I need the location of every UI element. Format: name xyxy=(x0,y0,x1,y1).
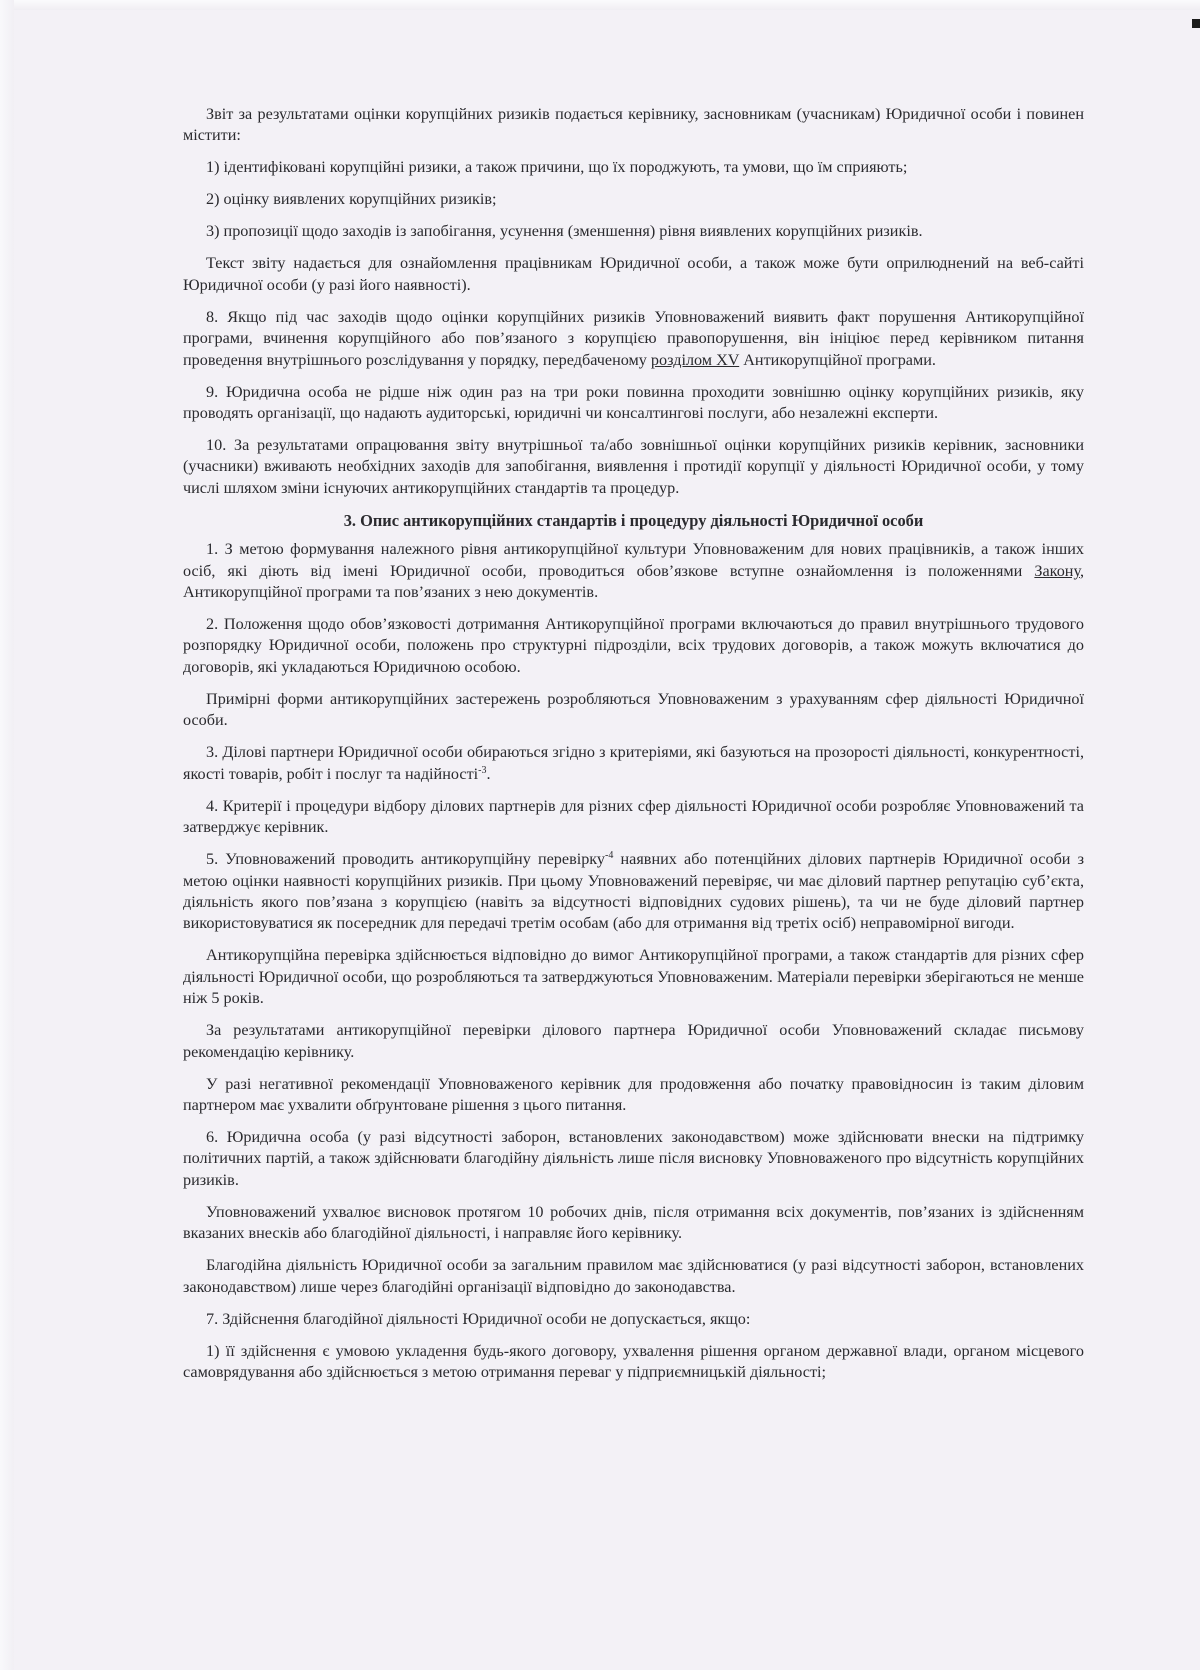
paragraph-negative-recommendation: У разі негативної рекомендації Уповноваженого керівник для продовження або початку правовідносин із таким діловим партнером має ухвалити обґрунтоване рішення з цього питання. xyxy=(183,1074,1084,1114)
paragraph-charity-rule: Благодійна діяльність Юридичної особи за загальним правилом має здійснюватися (у разі відсутності заборон, встановлених законодавством) лише через благодійні організації відповідно до законодавства. xyxy=(183,1256,1084,1296)
paragraph-conclusion-term: Уповноважений ухвалює висновок протягом 10 робочих днів, після отримання всіх документів, пов’язаних із здійсненням вказаних внесків або благодійної діяльності, і направляє його керівнику. xyxy=(183,1202,1084,1243)
paragraph-check-recommendation: За результатами антикорупційної перевірки ділового партнера Юридичної особи Уповноважений складає письмову рекомендацію керівнику. xyxy=(183,1021,1084,1061)
list-item-risk-assessment: 2) оцінку виявлених корупційних ризиків; xyxy=(206,190,497,209)
list-item-proposals: 3) пропозиції щодо заходів із запобігання, усунення (зменшення) рівня виявлених корупційних ризиків. xyxy=(206,222,923,241)
paragraph-section3-item-5-text-end: наявних або потенційних ділових партнерів Юридичної особи з метою оцінки наявності корупційних ризиків. При цьому Уповноважений перевіряє, чи має діловий партнер репутацію суб’єкта, діяльність якого пов’язана з корупцією (навіть за відсутності відповідних судових рішень), та чи не буде діловий партнер використовуватися як посередник для передачі третім особам (або для отримання від третіх осіб) неправомірної вигоди. xyxy=(183,850,1084,933)
paragraph-item-9: 9. Юридична особа не рідше ніж один раз на три роки повинна проходити зовнішню оцінку корупційних ризиків, яку проводять організації, що надають аудиторські, юридичні чи консалтингові послуги, або незалежні експерти. xyxy=(183,382,1084,423)
paragraph-section3-item-4: 4. Критерії і процедури відбору ділових партнерів для різних сфер діяльності Юридичної особи розробляє Уповноважений та затверджує керівник. xyxy=(183,796,1084,837)
section-heading: 3. Опис антикорупційних стандартів і процедуру діяльності Юридичної особи xyxy=(343,510,924,530)
law-link[interactable]: Закону xyxy=(1034,561,1080,580)
paragraph-item-10: 10. За результатами опрацювання звіту внутрішньої та/або зовнішньої оцінки корупційних ризиків керівник, засновники (учасники) вживають необхідних заходів для запобігання, виявлення і протидії корупції у діяльності Юридичної особи, у тому числі шляхом зміни існуючих антикорупційних стандартів та процедур. xyxy=(183,436,1084,497)
paragraph-section3-item-3-text-end: . xyxy=(486,764,491,783)
scan-edge-top xyxy=(0,0,1200,10)
paragraph-section3-item-2: 2. Положення щодо обов’язковості дотримання Антикорупційної програми включаються до правил внутрішнього трудового розпорядку Юридичної особи, положень про структурні підрозділи, всіх трудових договорів, а також можуть включатися до договорів, які укладаються Юридичною особою. xyxy=(183,615,1084,676)
document-body xyxy=(183,104,1084,1394)
paragraph-section3-item-1-text: 1. З метою формування належного рівня антикорупційної культури Уповноваженим для нових працівників, а також інших осіб, які діють від імені Юридичної особи, проводиться обов’язкове вступне ознайомлення із положеннями xyxy=(183,540,1084,580)
paragraph-section3-item-5 xyxy=(183,849,1084,935)
paragraph-section3-item-3 xyxy=(183,742,1084,785)
paragraph-section3-item-5-text: 5. Уповноважений проводить антикорупційну перевірку xyxy=(206,850,606,869)
paragraph-section3-item-6: 6. Юридична особа (у разі відсутності заборон, встановлених законодавством) може здійснювати внески на підтримку політичних партій, а також здійснювати благодійну діяльність лише після висновку Уповноваженого про відсутність корупційних ризиків. xyxy=(183,1127,1084,1189)
paragraph-item-8 xyxy=(183,307,1084,371)
footnote-ref-4: -4 xyxy=(605,850,614,862)
paragraph-report-contents: Звіт за результатами оцінки корупційних ризиків подається керівнику, засновникам (учасникам) Юридичної особи і повинен містити: xyxy=(183,105,1084,145)
paragraph-clause-forms: Примірні форми антикорупційних застережень розробляються Уповноваженим з урахуванням сфер діяльності Юридичної особи. xyxy=(183,689,1084,730)
paragraph-item-8-text-end: Антикорупційної програми. xyxy=(739,350,936,369)
paragraph-section3-item-1-text-end: , Антикорупційної програми та пов’язаних з нею документів. xyxy=(183,561,1084,602)
paragraph-item-8-text: 8. Якщо під час заходів щодо оцінки корупційних ризиків Уповноважений виявить факт порушення Антикорупційної програми, вчинення корупційного або пов’язаного з корупцією правопорушення, він ініціює перед керівником питання проведення внутрішнього розслідування у порядку, передбаченому xyxy=(183,307,1084,369)
scan-corner-mark xyxy=(1192,19,1200,28)
paragraph-section3-item-7: 7. Здійснення благодійної діяльності Юридичної особи не допускається, якщо: xyxy=(206,1309,751,1328)
paragraph-report-publication: Текст звіту надається для ознайомлення працівникам Юридичної особи, а також може бути оприлюднений на веб-сайті Юридичної особи (у разі його наявності). xyxy=(183,254,1084,294)
footnote-ref-3: -3 xyxy=(478,764,487,776)
paragraph-check-procedure: Антикорупційна перевірка здійснюється відповідно до вимог Антикорупційної програми, а також стандартів для різних сфер діяльності Юридичної особи, що розробляються та затверджуються Уповноваженим. Матеріали перевірки зберігаються не менше ніж 5 років. xyxy=(183,946,1084,1008)
paragraph-section3-item-3-text: 3. Ділові партнери Юридичної особи обираються згідно з критеріями, які базуються на прозорості діяльності, конкурентності, якості товарів, робіт і послуг та надійності xyxy=(183,743,1084,783)
list-item-charity-condition-1: 1) її здійснення є умовою укладення будь-якого договору, ухвалення рішення органом державної влади, органом місцевого самоврядування або здійснюється з метою отримання переваг у підприємницькій діяльності; xyxy=(183,1341,1084,1381)
scan-edge-left xyxy=(0,0,14,1670)
section-xv-link[interactable]: розділом XV xyxy=(650,350,740,369)
paragraph-section3-item-1 xyxy=(183,539,1084,603)
list-item-identified-risks: 1) ідентифіковані корупційні ризики, а також причини, що їх породжують, та умови, що їм сприяють; xyxy=(206,158,908,177)
